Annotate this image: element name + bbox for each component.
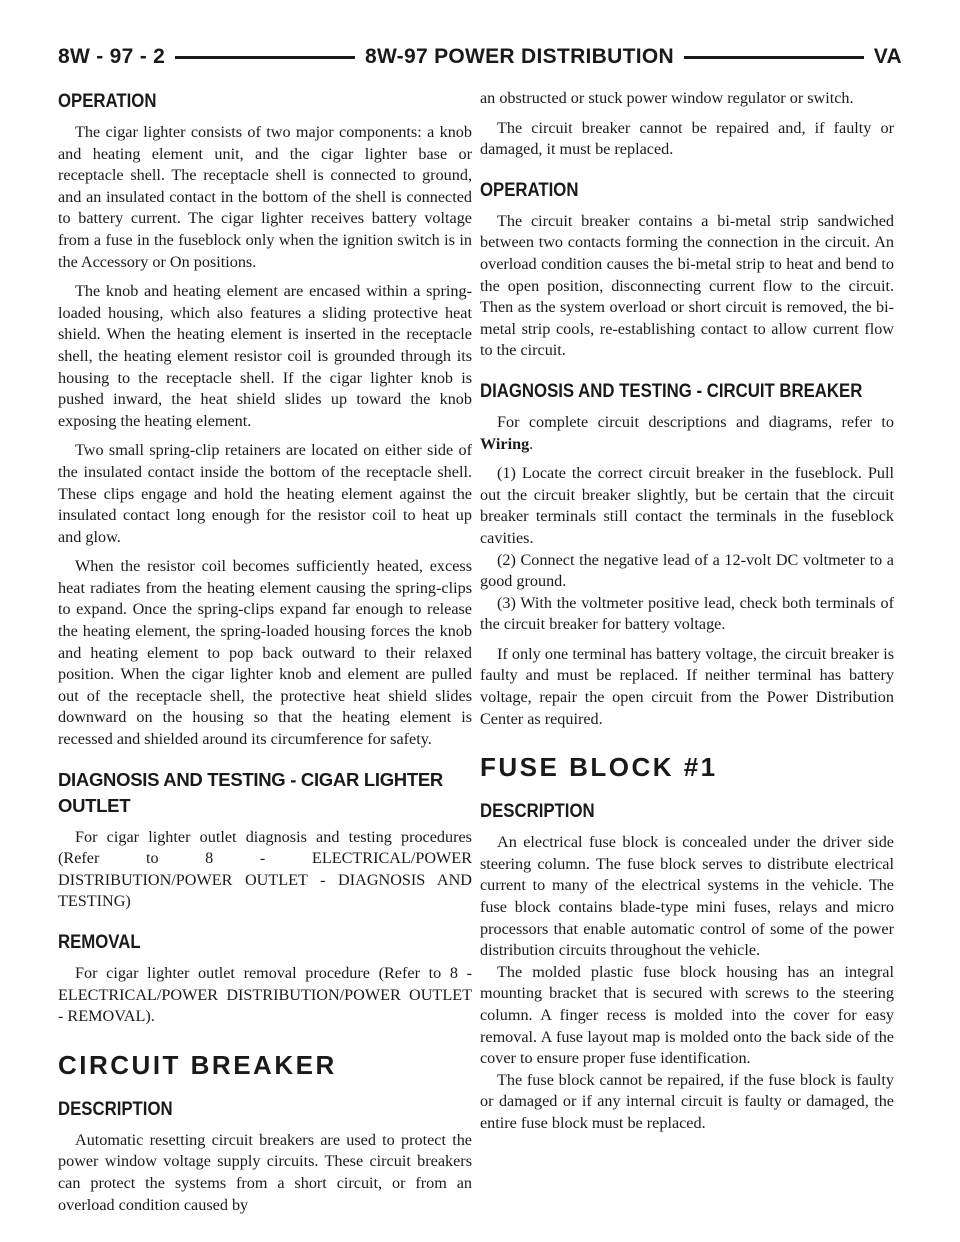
paragraph-end: . <box>529 434 534 453</box>
paragraph: The molded plastic fuse block housing has an integral mounting bracket that is secured with screws to the steering column. A finger recess is molded into the cover for easy removal. A fuse layout map is molded onto the back side of the cover to ensure proper fuse identification. <box>480 962 894 1068</box>
paragraph: For cigar lighter outlet removal procedure (Refer to 8 - ELECTRICAL/POWER DISTRIBUTION/POWER OUTLET - REMOVAL). <box>58 964 472 1026</box>
paragraph <box>480 412 894 455</box>
step-1: (1) Locate the correct circuit breaker in the fuseblock. Pull out the circuit breaker slightly, but be certain that the circuit breaker terminals still contact the terminals in the fuseblock cavities. <box>480 464 894 547</box>
paragraph: An electrical fuse block is concealed under the driver side steering column. The fuse block serves to distribute electrical current to many of the electrical systems in the vehicle. The fuse block contains blade-type mini fuses, relays and micro processors that enable automatic control of some of the power distribution circuits throughout the vehicle. <box>480 833 894 960</box>
step-2: (2) Connect the negative lead of a 12-volt DC voltmeter to a good ground. <box>480 550 894 591</box>
paragraph: Two small spring-clip retainers are located on either side of the insulated contact inside the bottom of the receptacle shell. These clips engage and hold the heating element against the insulated contact long enough for the resistor coil to heat up and glow. <box>58 441 472 546</box>
removal-heading: REMOVAL <box>58 931 141 953</box>
header-rule-left <box>175 56 355 59</box>
page-header <box>58 42 902 72</box>
page-number: 8W - 97 - 2 <box>58 45 166 68</box>
circuit-breaker-title: CIRCUIT BREAKER <box>58 1049 337 1080</box>
description-heading: DESCRIPTION <box>480 800 595 823</box>
vehicle-code: VA <box>873 45 903 68</box>
operation-heading: OPERATION <box>480 178 579 201</box>
paragraph: The circuit breaker cannot be repaired and, if faulty or damaged, it must be replaced. <box>480 118 894 159</box>
left-column <box>58 88 472 1224</box>
paragraph: Automatic resetting circuit breakers are used to protect the power window voltage supply circuits. These circuit breakers can protect the systems from a short circuit, or from an overload condition caused by <box>58 1130 472 1214</box>
paragraph: The cigar lighter consists of two major components: a knob and heating element unit, and the cigar lighter base or receptacle shell. The receptacle shell is connected to ground, and an insulated contact in the bottom of the shell is connected to battery current. The cigar lighter receives battery voltage from a fuse in the fuseblock only when the ignition switch is in the Accessory or On positions. <box>58 123 472 271</box>
paragraph: The fuse block cannot be repaired, if the fuse block is faulty or damaged or if any internal circuit is faulty or damaged, the entire fuse block must be replaced. <box>480 1070 894 1132</box>
paragraph: For cigar lighter outlet diagnosis and testing procedures (Refer to 8 - ELECTRICAL/POWER DISTRIBUTION/POWER OUTLET - DIAGNOSIS AND TESTING) <box>58 827 472 911</box>
operation-heading: OPERATION <box>58 90 157 112</box>
paragraph: When the resistor coil becomes sufficiently heated, excess heat radiates from the heating element causing the spring-clips to expand. Once the spring-clips expand far enough to release the heating element, the spring-loaded housing forces the knob and heating element to pop back outward to their relaxed position. When the cigar lighter knob and element are pulled out of the receptacle shell, the protective heat shield slides downward on the housing so that the heating element is recessed and shielded around its circumference for safety. <box>58 557 472 749</box>
diagnosis-cigar-lighter-heading: DIAGNOSIS AND TESTING - CIGAR LIGHTER OUTLET <box>58 768 443 816</box>
fuse-block-title: FUSE BLOCK #1 <box>480 752 718 783</box>
section-title: 8W-97 POWER DISTRIBUTION <box>365 45 674 68</box>
paragraph: If only one terminal has battery voltage, the circuit breaker is faulty and must be replaced. If neither terminal has battery voltage, repair the open circuit from the Power Distribution Center as required. <box>480 644 894 728</box>
right-column <box>480 88 894 1135</box>
description-heading: DESCRIPTION <box>58 1097 173 1120</box>
diagnosis-circuit-breaker-heading: DIAGNOSIS AND TESTING - CIRCUIT BREAKER <box>480 379 863 402</box>
paragraph-continued: an obstructed or stuck power window regulator or switch. <box>480 89 854 107</box>
wiring-reference: Wiring <box>480 434 530 453</box>
paragraph: The circuit breaker contains a bi-metal strip sandwiched between two contacts forming the connection in the circuit. An overload condition causes the bi-metal strip to heat and bend to the open position, disconnecting current flow to the circuit. Then as the system overload or short circuit is removed, the bi-metal strip cools, re-establishing contact to allow current flow to the circuit. <box>480 211 894 360</box>
step-3: (3) With the voltmeter positive lead, check both terminals of the circuit breaker for battery voltage. <box>480 593 894 634</box>
paragraph: The knob and heating element are encased within a spring-loaded housing, which also features a sliding protective heat shield. When the heating element is inserted in the receptacle shell, the heating element resistor coil is grounded through its housing to the receptacle shell. If the cigar lighter knob is pushed inward, the heat shield slides up toward the knob exposing the heating element. <box>58 282 472 430</box>
paragraph-text: For complete circuit descriptions and diagrams, refer to <box>497 412 894 431</box>
header-rule-right <box>684 56 864 59</box>
